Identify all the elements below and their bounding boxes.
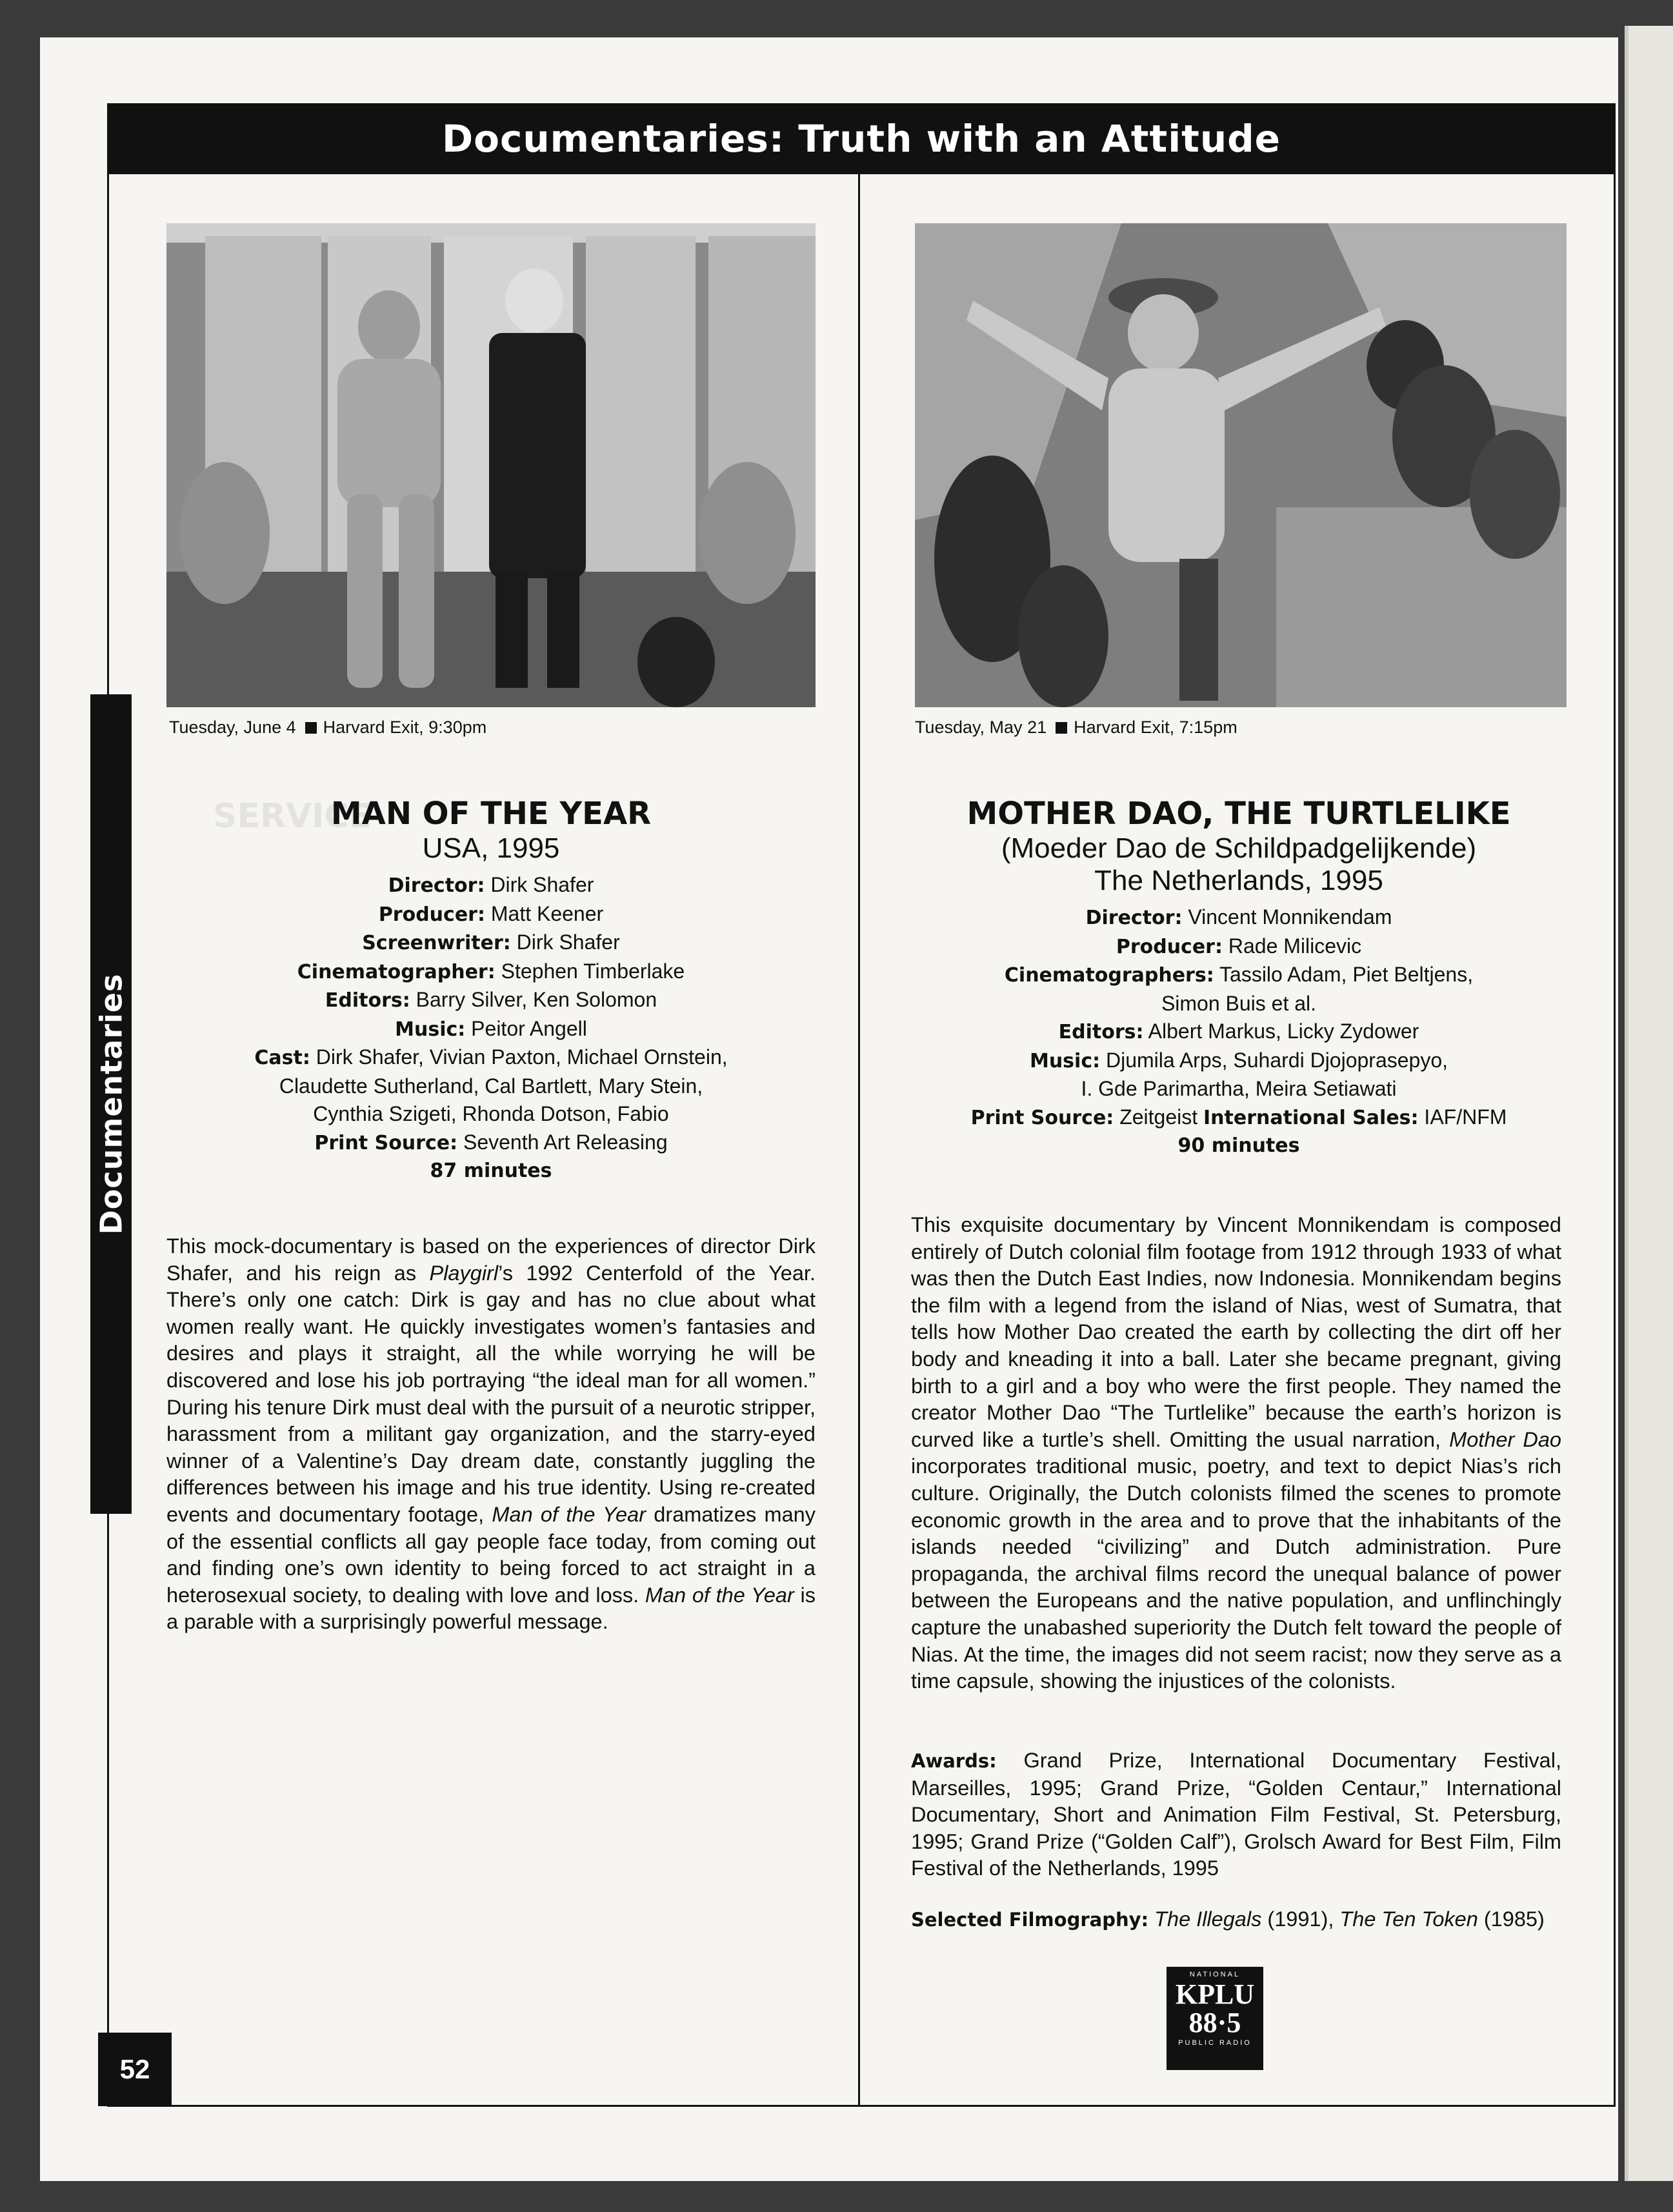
screening-venue: Harvard Exit, 9:30pm <box>323 718 487 737</box>
credit-value: Simon Buis et al. <box>1161 991 1317 1015</box>
stage-photo-graphic <box>166 223 816 707</box>
credit-label: Cinematographer: <box>297 960 496 983</box>
credit-value: Peitor Angell <box>471 1016 587 1040</box>
bleed-through: SERVICE <box>213 797 372 836</box>
credit-line <box>166 1015 816 1044</box>
credit-label: Print Source: <box>314 1131 458 1154</box>
synopsis-italic: Playgirl <box>429 1261 499 1285</box>
screening-caption-right <box>915 718 1237 738</box>
credit-value: Dirk Shafer <box>516 930 620 954</box>
filmography-paragraph <box>911 1906 1561 1934</box>
credit-line <box>910 1047 1568 1076</box>
logo-frequency: 88·5 <box>1188 2007 1241 2038</box>
credit-line <box>910 932 1568 961</box>
film-synopsis-right <box>911 1212 1561 1695</box>
credit-label: Screenwriter: <box>362 932 511 954</box>
awards-paragraph <box>911 1747 1561 1882</box>
synopsis-italic: Man of the Year <box>492 1502 646 1526</box>
credit-line <box>166 986 816 1015</box>
credit-label: Producer: <box>378 903 485 926</box>
runtime: 87 minutes <box>430 1160 552 1182</box>
credit-label: Print Source: <box>970 1106 1114 1129</box>
credit-value: Vincent Monnikendam <box>1188 905 1392 929</box>
film-synopsis-left <box>166 1233 816 1636</box>
kplu-logo <box>1167 1967 1263 2070</box>
credit-line <box>910 990 1568 1018</box>
filmography-year: (1991), <box>1261 1907 1340 1931</box>
screening-venue: Harvard Exit, 7:15pm <box>1074 718 1237 737</box>
film-still-left <box>166 223 816 707</box>
credit-line <box>910 961 1568 990</box>
synopsis-text: This mock-documentary is based on the experiences of director Dirk Shafer, and his reign as <box>166 1234 816 1285</box>
credit-line <box>910 1103 1568 1132</box>
runtime: 90 minutes <box>1177 1134 1300 1157</box>
credit-line <box>910 1075 1568 1103</box>
synopsis-text: This exquisite documentary by Vincent Monnikendam is composed entirely of Dutch colonial film footage from 1912 through 1933 of what was then the Dutch East Indies, now Indonesia. Monnikendam begins the film with a legend from the island of Nias, west of Sumatra, that tells how Mother Dao created the earth by collecting the dirt off her body and kneading it into a ball. Later she became pregnant, giving birth to a girl and a boy who were the first people. They named the creator Mother Dao “The Turtlelike” because the earth’s horizon is curved like a turtle’s shell. Omitting the usual narration, <box>911 1213 1561 1451</box>
column-divider <box>858 174 860 2107</box>
credit-line <box>910 903 1568 932</box>
credit-line <box>166 900 816 929</box>
film-title: MAN OF THE YEAR <box>330 796 652 832</box>
next-page-edge <box>1625 26 1673 2181</box>
credit-label: Director: <box>388 874 485 897</box>
logo-top-text: NATIONAL <box>1189 1971 1241 1978</box>
credit-value: Dirk Shafer <box>490 873 594 896</box>
bullet-square-icon <box>305 722 317 734</box>
credit-value: Cynthia Szigeti, Rhonda Dotson, Fabio <box>313 1102 669 1125</box>
awards-text: Grand Prize, International Documentary Festival, Marseilles, 1995; Grand Prize, “Golden Centaur,” International Documentary, Short and Animation Film Festival, St. Petersburg, 1995; Grand Prize (“Golden Calf”), Grolsch Award for Best Film, Film Festival of the Netherlands, 1995 <box>911 1749 1562 1880</box>
credit-line <box>166 1100 816 1129</box>
credit-label: Cinematographers: <box>1004 964 1214 987</box>
credit-label: Director: <box>1085 907 1183 929</box>
credit-line <box>166 1129 816 1158</box>
credit-value: Tassilo Adam, Piet Beltjens, <box>1219 963 1474 986</box>
credit-value: Dirk Shafer, Vivian Paxton, Michael Ornstein, <box>316 1045 728 1069</box>
synopsis-text: incorporates traditional music, poetry, and text to depict Nias’s rich culture. Originally, the Dutch colonists filmed the scenes to promote economic growth in the area and to prove that the inhabitants of the islands needed “civilizing” and Dutch administration. Pure propaganda, the archival films record the unequal balance of power between the Europeans and the native population, and unflinchingly capture the unabashed superiority the Dutch felt toward the people of Nias. At the time, the images did not seem racist; now they serve as a time capsule, showing the injustices of the colonists. <box>911 1454 1561 1693</box>
filmography-year: (1985) <box>1478 1907 1545 1931</box>
credit-value: Matt Keener <box>490 901 604 925</box>
credit-value: Stephen Timberlake <box>501 959 685 983</box>
logo-bottom-text: PUBLIC RADIO <box>1178 2039 1252 2047</box>
credit-value: Barry Silver, Ken Solomon <box>416 988 657 1011</box>
credit-value: I. Gde Parimartha, Meira Setiawati <box>1081 1077 1397 1100</box>
credit-label: Music: <box>1029 1049 1101 1072</box>
screening-caption-left <box>169 718 486 738</box>
awards-label: Awards: <box>911 1750 997 1772</box>
credit-line <box>166 1072 816 1101</box>
film-credits-right <box>910 795 1568 1160</box>
credit-value: Rade Milicevic <box>1228 934 1362 958</box>
film-credits-left <box>166 795 816 1185</box>
credit-value: Djumila Arps, Suhardi Djojoprasepyo, <box>1106 1048 1448 1072</box>
synopsis-text: dramatizes many of the essential conflicts all gay people face today, from coming out and finding one’s own identity to being forced to act straight in a heterosexual society, to dealing with love and loss. <box>166 1502 816 1607</box>
credit-value: Claudette Sutherland, Cal Bartlett, Mary Stein, <box>279 1074 703 1098</box>
film-title: MOTHER DAO, THE TURTLELIKE <box>967 796 1511 832</box>
film-country-year: USA, 1995 <box>422 832 560 864</box>
side-tab-label: Documentaries <box>94 973 128 1235</box>
credit-label: Editors: <box>1058 1021 1144 1043</box>
credit-label: Cast: <box>254 1047 310 1069</box>
film-still-right <box>915 223 1567 707</box>
synopsis-italic: Mother Dao <box>1449 1427 1561 1451</box>
credit-value: Zeitgeist <box>1119 1105 1198 1129</box>
credit-label: Producer: <box>1116 935 1223 958</box>
credit-line <box>166 871 816 900</box>
logo-name: KPLU <box>1175 1978 1255 2010</box>
screening-date: Tuesday, June 4 <box>169 718 296 737</box>
synopsis-text: is a parable with a surprisingly powerful message. <box>166 1583 816 1634</box>
screening-date: Tuesday, May 21 <box>915 718 1047 737</box>
page-number: 52 <box>98 2033 172 2106</box>
archival-photo-graphic <box>915 223 1567 707</box>
credit-label: International Sales: <box>1203 1106 1419 1129</box>
credit-line <box>166 929 816 958</box>
credit-label: Editors: <box>325 989 410 1012</box>
synopsis-text: ’s 1992 Centerfold of the Year. There’s only one catch: Dirk is gay and has no clue about what women really want. He quickly investigates women’s fantasies and desires and plays it straight, all the while worrying he will be discovered and lose his job portraying “the ideal man for all women.” During his tenure Dirk must deal with the pursuit of a neurotic stripper, harassment from a militant gay organization, and the starry-eyed winner of a Valentine’s Day dream date, constantly juggling the differences between his image and his true identity. Using re-created events and documentary footage, <box>166 1261 816 1526</box>
credit-value: Albert Markus, Licky Zydower <box>1148 1020 1419 1043</box>
filmography-title: The Illegals <box>1154 1907 1262 1931</box>
film-country-year: The Netherlands, 1995 <box>1094 865 1383 896</box>
credit-label: Music: <box>395 1018 466 1041</box>
credit-value: IAF/NFM <box>1424 1105 1507 1129</box>
credit-value: Seventh Art Releasing <box>463 1130 668 1154</box>
synopsis-italic: Man of the Year <box>645 1583 794 1607</box>
side-tab <box>90 694 132 1514</box>
filmography-label: Selected Filmography: <box>911 1909 1149 1931</box>
filmography-title: The Ten Token <box>1339 1907 1478 1931</box>
credit-line <box>166 1043 816 1072</box>
film-original-title: (Moeder Dao de Schildpadgelijkende) <box>1001 832 1477 864</box>
credit-line <box>910 1018 1568 1047</box>
credit-line <box>166 958 816 987</box>
bullet-square-icon <box>1056 722 1067 734</box>
section-header: Documentaries: Truth with an Attitude <box>107 103 1616 174</box>
